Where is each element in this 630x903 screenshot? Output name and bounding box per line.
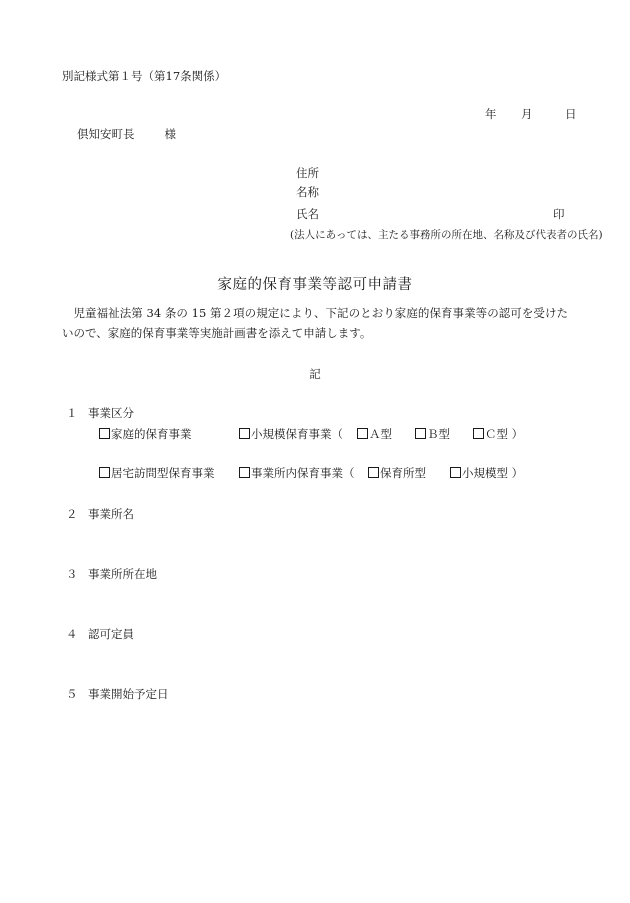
date-day-label: 日 [565, 107, 577, 121]
item-label: 事業開始予定日 [88, 687, 169, 701]
item-label: 事業区分 [88, 406, 134, 420]
checkbox-icon[interactable] [415, 428, 426, 439]
date-year-label: 年 [485, 107, 497, 121]
option-katei[interactable]: 家庭的保育事業 [99, 426, 239, 442]
document-title: 家庭的保育事業等認可申請書 [217, 277, 413, 293]
addressee [77, 126, 176, 142]
checkbox-icon[interactable] [99, 428, 110, 439]
option-shokibo[interactable]: 小規模保育事業（ [239, 426, 357, 442]
item-number: ２ [66, 507, 78, 521]
item-number: １ [66, 406, 78, 420]
checkbox-icon[interactable] [450, 467, 461, 478]
checkbox-icon[interactable] [368, 467, 379, 478]
applicant-address-label: 住所 [296, 166, 319, 180]
ki-heading: 記 [309, 367, 321, 381]
form-number: 別記様式第１号（第17条関係） [62, 69, 227, 83]
item-office-name [66, 506, 134, 522]
item-label: 事業所所在地 [88, 567, 157, 581]
addressee-name: 倶知安町長 [77, 127, 135, 141]
applicant-org-label: 名称 [296, 185, 319, 199]
applicant-person-label: 氏名 [296, 207, 319, 221]
body-text: 児童福祉法第 34 条の 15 第２項の規定により、下記のとおり家庭的保育事業等の認可を受けたいので、家庭的保育事業等実施計画書を添えて申請します。 [62, 306, 568, 340]
checkbox-icon[interactable] [99, 467, 110, 478]
business-type-row-1 [99, 426, 523, 442]
item-office-address [66, 566, 157, 582]
item-number: ５ [66, 687, 78, 701]
item-business-category [66, 405, 134, 421]
checkbox-icon[interactable] [357, 428, 368, 439]
option-hoikusho[interactable]: 保育所型 [368, 465, 450, 481]
item-start-date [66, 686, 169, 702]
item-number: ４ [66, 627, 78, 641]
applicant-note: (法人にあっては、主たる事務所の所在地、名称及び代表者の氏名) [290, 229, 603, 241]
checkbox-icon[interactable] [239, 428, 250, 439]
date-line [485, 106, 577, 122]
option-jigyosho[interactable]: 事業所内保育事業（ [239, 465, 368, 481]
item-label: 認可定員 [88, 627, 134, 641]
item-number: ３ [66, 567, 78, 581]
date-month-label: 月 [521, 107, 533, 121]
addressee-honorific: 様 [164, 127, 176, 141]
option-shokibo-gata[interactable]: 小規模型 ） [450, 465, 523, 481]
business-type-row-2 [99, 465, 523, 481]
seal-mark: 印 [553, 207, 565, 221]
option-type-c[interactable]: Ｃ型 ） [473, 426, 523, 442]
checkbox-icon[interactable] [473, 428, 484, 439]
option-type-a[interactable]: Ａ型 [357, 426, 415, 442]
item-capacity [66, 626, 134, 642]
option-kyotaku[interactable]: 居宅訪問型保育事業 [99, 465, 239, 481]
checkbox-icon[interactable] [239, 467, 250, 478]
item-label: 事業所名 [88, 507, 134, 521]
option-type-b[interactable]: Ｂ型 [415, 426, 473, 442]
